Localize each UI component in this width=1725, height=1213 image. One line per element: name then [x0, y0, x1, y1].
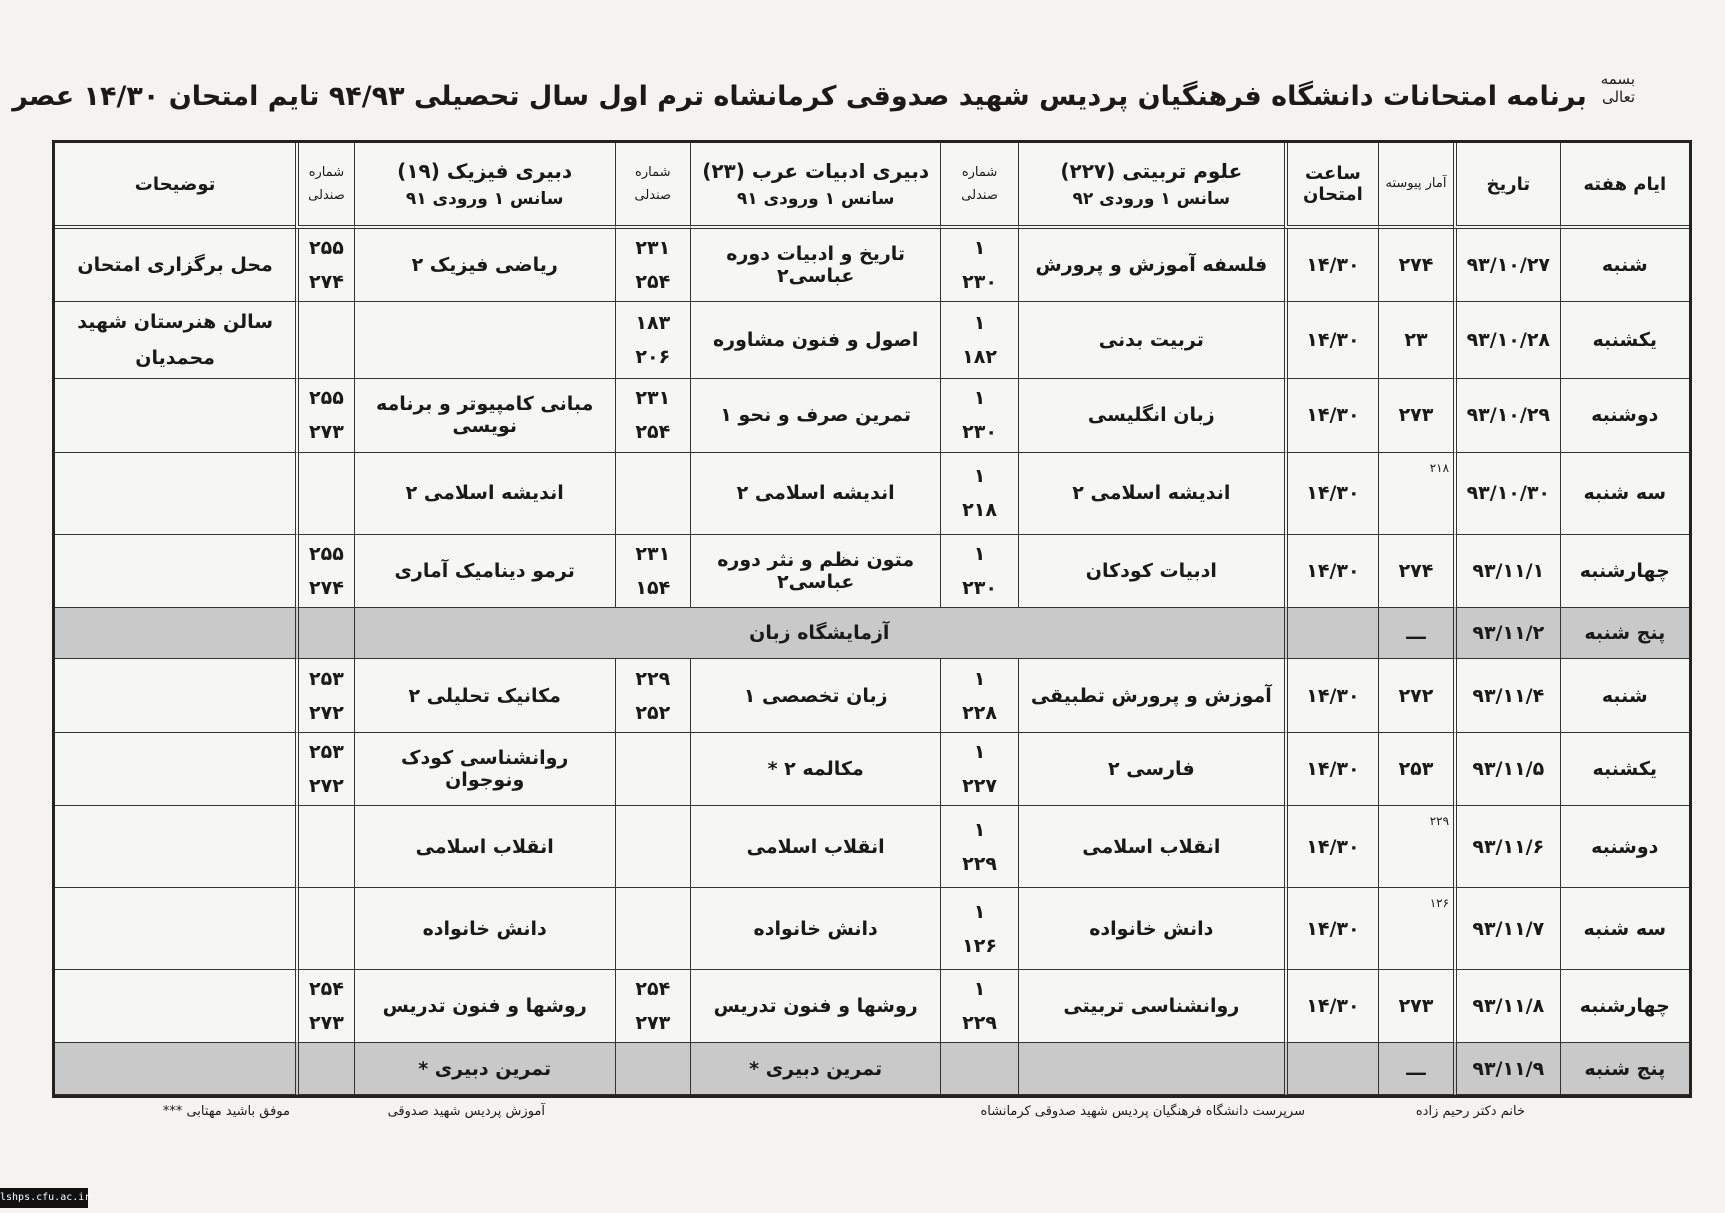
time-cell: ۱۴/۳۰ — [1284, 659, 1378, 732]
time-cell: ۱۴/۳۰ — [1284, 806, 1378, 888]
seat-cell-group2 — [615, 806, 690, 888]
seat-range-start: ۲۳۱ — [635, 542, 671, 565]
weekday-cell: دوشنبه — [1560, 806, 1689, 888]
course-group1: زبان انگلیسی — [1018, 379, 1284, 452]
seat-cell-group3 — [295, 970, 353, 1043]
col-header-day: ایام هفته — [1560, 143, 1689, 229]
table-row — [55, 453, 1689, 535]
document-header — [12, 62, 1635, 112]
seat-range-end: ۲۷۳ — [309, 1012, 344, 1035]
weekday-cell: پنج شنبه — [1560, 1043, 1689, 1095]
seat-range-start — [620, 895, 686, 929]
course-group2: تمرین دبیری * — [690, 1043, 941, 1095]
col-header-seat3: شماره صندلی — [295, 143, 353, 229]
table-row — [55, 535, 1689, 608]
seat-cell-group1 — [940, 453, 1017, 535]
seat-range-start: ۱ — [973, 741, 986, 764]
notes-cell — [55, 535, 295, 608]
date-cell: ۹۳/۱۱/۵ — [1453, 733, 1559, 806]
seat-cell — [940, 1043, 1017, 1095]
col-header-group1 — [1018, 143, 1284, 229]
date-cell: ۹۳/۱۱/۱ — [1453, 535, 1559, 608]
col-header-seat1: شماره صندلی — [940, 143, 1017, 229]
seat-cell-group2 — [615, 453, 690, 535]
seat-cell-group2 — [615, 733, 690, 806]
seat-cell-group3 — [295, 888, 353, 970]
course-group2: دانش خانواده — [690, 888, 941, 970]
seat-range-start: ۲۳۱ — [635, 237, 671, 260]
course-group1: روانشناسی تربیتی — [1018, 970, 1284, 1043]
date-cell: ۹۳/۱۰/۲۹ — [1453, 379, 1559, 452]
table-row — [55, 888, 1689, 970]
seat-range-start — [620, 735, 686, 769]
seat-range-end: ۲۷۳ — [309, 421, 344, 444]
date-cell: ۹۳/۱۱/۶ — [1453, 806, 1559, 888]
seat-range-end: ۲۵۴ — [635, 421, 671, 444]
course-group3: انقلاب اسلامی — [354, 806, 615, 888]
signature-supervisor: سرپرست دانشگاه فرهنگیان پردیس شهید صدوقی کرمانشاه — [980, 1104, 1305, 1119]
notes-cell — [55, 659, 295, 732]
stats-cell: ـــ — [1378, 608, 1453, 659]
seat-range-end: ۲۲۹ — [962, 852, 997, 875]
seat-cell-group3 — [295, 453, 353, 535]
seat-range-start: ۱ — [973, 667, 986, 690]
site-watermark: lshps.cfu.ac.ir — [0, 1188, 88, 1208]
course-group2: اصول و فنون مشاوره — [690, 302, 941, 379]
time-cell: ۱۴/۳۰ — [1284, 888, 1378, 970]
date-cell: ۹۳/۱۱/۲ — [1453, 608, 1559, 659]
course-group1 — [1018, 1043, 1284, 1095]
course-group3: مبانی کامپیوتر و برنامه نویسی — [354, 379, 615, 452]
header-row — [55, 143, 1689, 229]
group2-title: دبیری ادبیات عرب (۲۳) — [702, 159, 930, 183]
seat-cell-group1 — [940, 379, 1017, 452]
seat-cell-group3 — [295, 806, 353, 888]
time-cell — [1284, 608, 1378, 659]
course-group2: تاریخ و ادبیات دوره عباسی۲ — [690, 229, 941, 302]
weekday-cell: سه شنبه — [1560, 453, 1689, 535]
table-row — [55, 302, 1689, 379]
date-cell: ۹۳/۱۱/۹ — [1453, 1043, 1559, 1095]
notes-cell — [55, 888, 295, 970]
seat-cell-group2 — [615, 379, 690, 452]
course-group2: زبان تخصصی ۱ — [690, 659, 941, 732]
seat-cell-group2 — [615, 535, 690, 608]
seat-range-end: ۲۳۰ — [962, 421, 997, 444]
seat-cell-group2 — [615, 659, 690, 732]
course-group1: آموزش و پرورش تطبیقی — [1018, 659, 1284, 732]
notes-cell — [55, 608, 295, 659]
document-title: برنامه امتحانات دانشگاه فرهنگیان پردیس شهید صدوقی کرمانشاه ترم اول سال تحصیلی ۹۴/۹۳ تایم امتحان ۱۴/۳۰ عصر — [12, 81, 1587, 112]
course-group3: روشها و فنون تدریس — [354, 970, 615, 1043]
col-header-group2 — [690, 143, 941, 229]
seat-range-start — [620, 459, 686, 493]
notes-cell — [55, 379, 295, 452]
seat-cell-group3 — [295, 733, 353, 806]
course-group2: تمرین صرف و نحو ۱ — [690, 379, 941, 452]
seat-cell-group3 — [295, 379, 353, 452]
weekday-cell: چهارشنبه — [1560, 535, 1689, 608]
seat-cell — [295, 608, 353, 659]
col-header-stats: آمار پیوسته — [1378, 143, 1453, 229]
table-row — [55, 733, 1689, 806]
course-group1: تربیت بدنی — [1018, 302, 1284, 379]
course-group3: مکانیک تحلیلی ۲ — [354, 659, 615, 732]
stats-cell: ۲۷۳ — [1378, 970, 1453, 1043]
seat-range-end — [620, 847, 686, 881]
seat-range-start: ۲۲۹ — [635, 667, 671, 690]
seat-range-start: ۲۵۴ — [309, 978, 344, 1001]
seat-range-end: ۲۵۲ — [635, 701, 671, 724]
group1-title: علوم تربیتی (۲۲۷) — [1060, 159, 1243, 183]
seat-range-end: ۱۸۲ — [962, 346, 997, 369]
weekday-cell: شنبه — [1560, 229, 1689, 302]
holiday-row — [55, 1043, 1689, 1095]
course-group3: تمرین دبیری * — [354, 1043, 615, 1095]
course-group1: فارسی ۲ — [1018, 733, 1284, 806]
notes-cell — [55, 1043, 295, 1095]
seat-cell-group1 — [940, 659, 1017, 732]
stats-cell: ۲۷۳ — [1378, 379, 1453, 452]
seat-cell-group3 — [295, 302, 353, 379]
seat-range-end: ۲۱۸ — [962, 499, 997, 522]
seat-range-start: ۲۵۳ — [309, 741, 344, 764]
stats-cell: ـــ — [1378, 1043, 1453, 1095]
time-cell: ۱۴/۳۰ — [1284, 535, 1378, 608]
seat-range-start: ۱ — [973, 387, 986, 410]
seat-range-start — [303, 895, 349, 929]
seat-range-start: ۱ — [973, 312, 986, 335]
seat-range-end: ۲۷۳ — [635, 1012, 671, 1035]
seat-range-end — [620, 493, 686, 527]
seat-range-end — [303, 493, 349, 527]
exam-schedule-table — [55, 143, 1689, 1095]
seat-range-end: ۲۲۸ — [962, 701, 997, 724]
notes-cell: محل برگزاری امتحان — [55, 229, 295, 302]
seat-range-start: ۲۵۵ — [309, 542, 344, 565]
seat-cell — [615, 1043, 690, 1095]
seat-cell-group3 — [295, 229, 353, 302]
course-group1: اندیشه اسلامی ۲ — [1018, 453, 1284, 535]
time-cell — [1284, 1043, 1378, 1095]
seat-range-end: ۲۷۲ — [309, 775, 344, 798]
signature-line — [60, 1104, 1675, 1128]
holiday-row — [55, 608, 1689, 659]
seat-range-start: ۱ — [973, 465, 986, 488]
seat-cell-group2 — [615, 302, 690, 379]
seat-cell-group1 — [940, 229, 1017, 302]
course-group3: ترمو دینامیک آماری — [354, 535, 615, 608]
seat-range-end: ۲۰۶ — [635, 346, 671, 369]
group3-title: دبیری فیزیک (۱۹) — [397, 159, 573, 183]
seat-range-start: ۱۸۳ — [635, 312, 671, 335]
seat-range-end: ۲۲۹ — [962, 1012, 997, 1035]
weekday-cell: سه شنبه — [1560, 888, 1689, 970]
seat-range-start — [303, 459, 349, 493]
course-group1: فلسفه آموزش و پرورش — [1018, 229, 1284, 302]
col-header-notes: توضیحات — [55, 143, 295, 229]
weekday-cell: چهارشنبه — [1560, 970, 1689, 1043]
seat-range-end: ۲۲۷ — [962, 775, 997, 798]
seat-range-start: ۱ — [973, 900, 986, 923]
weekday-cell: یکشنبه — [1560, 733, 1689, 806]
notes-cell — [55, 733, 295, 806]
signature-closing: موفق باشید مهتابی *** — [162, 1104, 290, 1119]
date-cell: ۹۳/۱۰/۲۸ — [1453, 302, 1559, 379]
seat-range-start — [303, 306, 349, 340]
course-group3: دانش خانواده — [354, 888, 615, 970]
course-group1: ادبیات کودکان — [1018, 535, 1284, 608]
seat-range-end: ۲۳۰ — [962, 576, 997, 599]
seat-cell-group3 — [295, 535, 353, 608]
seat-range-start: ۲۳۱ — [635, 387, 671, 410]
date-cell: ۹۳/۱۰/۲۷ — [1453, 229, 1559, 302]
stats-cell: ۲۲۹ — [1378, 806, 1453, 888]
date-cell: ۹۳/۱۰/۳۰ — [1453, 453, 1559, 535]
course-group3: اندیشه اسلامی ۲ — [354, 453, 615, 535]
seat-cell-group1 — [940, 535, 1017, 608]
table-row — [55, 229, 1689, 302]
course-group2: انقلاب اسلامی — [690, 806, 941, 888]
holiday-note: آزمایشگاه زبان — [354, 608, 1284, 659]
seat-range-start: ۱ — [973, 818, 986, 841]
seat-range-start: ۱ — [973, 978, 986, 1001]
stats-cell: ۲۵۳ — [1378, 733, 1453, 806]
course-group3: ریاضی فیزیک ۲ — [354, 229, 615, 302]
time-cell: ۱۴/۳۰ — [1284, 302, 1378, 379]
weekday-cell: دوشنبه — [1560, 379, 1689, 452]
signature-director: خانم دکتر رحیم زاده — [1415, 1104, 1525, 1119]
seat-range-start: ۲۵۳ — [309, 667, 344, 690]
seat-range-start: ۱ — [973, 542, 986, 565]
seat-cell-group1 — [940, 970, 1017, 1043]
notes-cell: سالن هنرستان شهید محمدیان — [55, 302, 295, 379]
date-cell: ۹۳/۱۱/۷ — [1453, 888, 1559, 970]
time-cell: ۱۴/۳۰ — [1284, 453, 1378, 535]
course-group2: روشها و فنون تدریس — [690, 970, 941, 1043]
seat-range-end: ۲۷۲ — [309, 701, 344, 724]
group2-subtitle: سانس ۱ ورودی ۹۱ — [736, 189, 895, 209]
seat-range-end — [620, 769, 686, 803]
signature-education-office: آموزش پردیس شهید صدوقی — [387, 1104, 545, 1119]
course-group2: مکالمه ۲ * — [690, 733, 941, 806]
weekday-cell: یکشنبه — [1560, 302, 1689, 379]
stats-cell: ۲۱۸ — [1378, 453, 1453, 535]
col-header-seat2: شماره صندلی — [615, 143, 690, 229]
seat-cell-group1 — [940, 733, 1017, 806]
col-header-group3 — [354, 143, 615, 229]
table-row — [55, 379, 1689, 452]
course-group2: متون نظم و نثر دوره عباسی۲ — [690, 535, 941, 608]
course-group3: روانشناسی کودک ونوجوان — [354, 733, 615, 806]
time-cell: ۱۴/۳۰ — [1284, 229, 1378, 302]
table-row — [55, 659, 1689, 732]
seat-cell — [295, 1043, 353, 1095]
seat-range-end — [303, 929, 349, 963]
exam-schedule-frame — [52, 140, 1692, 1098]
course-group3 — [354, 302, 615, 379]
seat-cell-group1 — [940, 806, 1017, 888]
seat-range-start: ۲۵۵ — [309, 387, 344, 410]
notes-cell — [55, 453, 295, 535]
time-cell: ۱۴/۳۰ — [1284, 733, 1378, 806]
course-group2: اندیشه اسلامی ۲ — [690, 453, 941, 535]
date-cell: ۹۳/۱۱/۴ — [1453, 659, 1559, 732]
seat-range-start — [303, 813, 349, 847]
stats-cell: ۲۷۲ — [1378, 659, 1453, 732]
date-cell: ۹۳/۱۱/۸ — [1453, 970, 1559, 1043]
seat-range-end — [303, 847, 349, 881]
seat-cell-group3 — [295, 659, 353, 732]
seat-range-end: ۲۷۴ — [309, 271, 344, 294]
seat-cell-group2 — [615, 970, 690, 1043]
basmala: بسمه تعالی — [1600, 70, 1635, 106]
notes-cell — [55, 806, 295, 888]
seat-cell-group2 — [615, 888, 690, 970]
seat-range-end: ۲۵۴ — [635, 271, 671, 294]
seat-range-end: ۱۲۶ — [962, 934, 997, 957]
seat-range-end: ۲۷۴ — [309, 576, 344, 599]
time-cell: ۱۴/۳۰ — [1284, 970, 1378, 1043]
weekday-cell: پنج شنبه — [1560, 608, 1689, 659]
seat-range-start: ۲۵۵ — [309, 237, 344, 260]
time-cell: ۱۴/۳۰ — [1284, 379, 1378, 452]
table-row — [55, 970, 1689, 1043]
seat-range-start — [620, 813, 686, 847]
seat-range-start: ۲۵۴ — [635, 978, 671, 1001]
notes-cell — [55, 970, 295, 1043]
seat-range-end: ۲۳۰ — [962, 271, 997, 294]
stats-cell: ۲۳ — [1378, 302, 1453, 379]
col-header-time: ساعت امتحان — [1284, 143, 1378, 229]
group3-subtitle: سانس ۱ ورودی ۹۱ — [405, 189, 564, 209]
col-header-date: تاریخ — [1453, 143, 1559, 229]
course-group1: انقلاب اسلامی — [1018, 806, 1284, 888]
seat-range-end — [303, 340, 349, 374]
seat-cell-group1 — [940, 302, 1017, 379]
table-row — [55, 806, 1689, 888]
seat-cell-group2 — [615, 229, 690, 302]
seat-range-start: ۱ — [973, 237, 986, 260]
seat-range-end — [620, 929, 686, 963]
course-group1: دانش خانواده — [1018, 888, 1284, 970]
seat-range-end: ۱۵۴ — [635, 576, 671, 599]
stats-cell: ۲۷۴ — [1378, 229, 1453, 302]
group1-subtitle: سانس ۱ ورودی ۹۲ — [1072, 189, 1231, 209]
seat-cell-group1 — [940, 888, 1017, 970]
weekday-cell: شنبه — [1560, 659, 1689, 732]
stats-cell: ۱۲۶ — [1378, 888, 1453, 970]
stats-cell: ۲۷۴ — [1378, 535, 1453, 608]
